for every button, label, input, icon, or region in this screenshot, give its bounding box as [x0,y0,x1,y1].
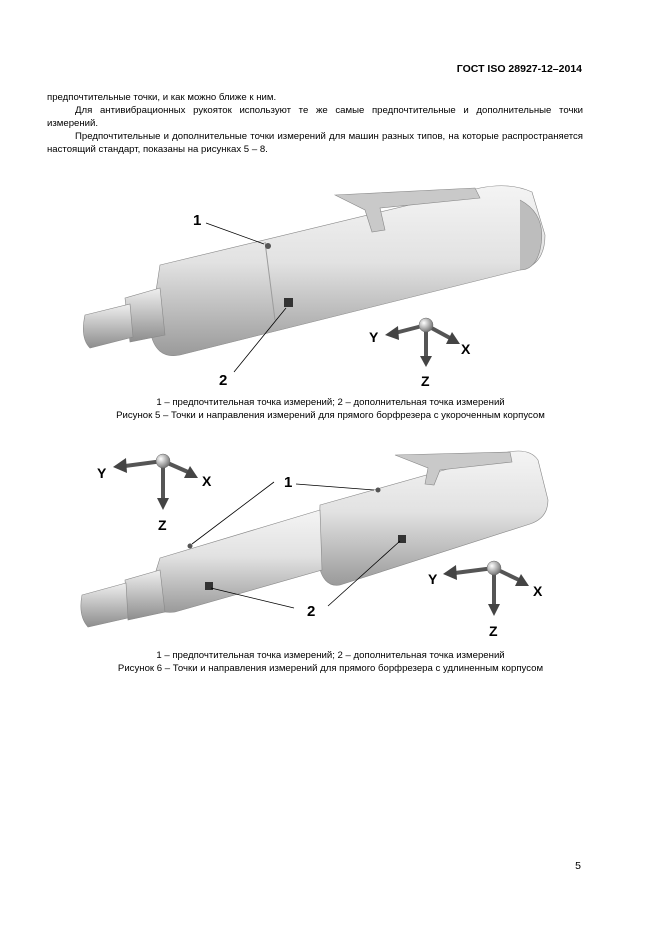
page-number: 5 [575,860,581,872]
axis-x-label-right: X [533,583,543,599]
axis-triad-right [443,561,529,616]
paragraph-2: Для антивибрационных рукояток используют те же самые предпочтительные и дополнительные точки измерений. [47,105,583,129]
axis-y-label-left: Y [97,465,107,481]
label-point-2: 2 [219,372,228,389]
paragraph-3: Предпочтительные и дополнительные точки измерений для машин разных типов, на которые распространяется настоящий стандарт, показаны на рисунках 5 – 8. [47,131,583,155]
figure-5-caption: Рисунок 5 – Точки и направления измерений для прямого борфрезера с укороченным корпусом [116,410,545,421]
axis-z-label: Z [421,373,430,389]
label-point-1: 1 [284,474,293,491]
axis-y-label-right: Y [428,571,438,587]
point-1-marker [265,243,271,249]
y-arrow-icon [385,326,399,340]
grinder-body-short [83,186,545,356]
point-2-marker [284,298,293,307]
figure-5-legend: 1 – предпочтительная точка измерений; 2 – дополнительная точка измерений [156,397,505,408]
figure-6-illustration [0,440,661,645]
z-arrow-icon [157,498,169,510]
axis-triad-left [113,454,198,510]
label-point-1: 1 [193,212,202,229]
z-arrow-icon [420,356,432,367]
callout-line-1 [206,223,264,244]
grinder-body-long [81,451,548,627]
y-arrow-icon [443,565,457,580]
figure-5-illustration [0,170,661,395]
point-1a-marker [376,488,381,493]
axis-z-label-right: Z [489,623,498,639]
standard-header: ГОСТ ISO 28927-12–2014 [456,63,582,75]
figure-6-legend: 1 – предпочтительная точка измерений; 2 – дополнительная точка измерений [156,650,505,661]
axis-x-label-left: X [202,473,212,489]
axis-y-label: Y [369,329,379,345]
axis-triad [385,318,460,367]
point-2b-marker [205,582,213,590]
axis-z-label-left: Z [158,517,167,533]
z-arrow-icon [488,604,500,616]
axis-x-label: X [461,341,471,357]
figure-6-caption: Рисунок 6 – Точки и направления измерений для прямого борфрезера с удлиненным корпусом [117,663,544,674]
y-arrow-icon [113,458,127,473]
point-1b-marker [188,544,193,549]
paragraph-1: предпочтительные точки, и как можно ближе к ним. [47,92,277,103]
label-point-2: 2 [307,603,316,620]
callout-line-1b [296,484,374,490]
